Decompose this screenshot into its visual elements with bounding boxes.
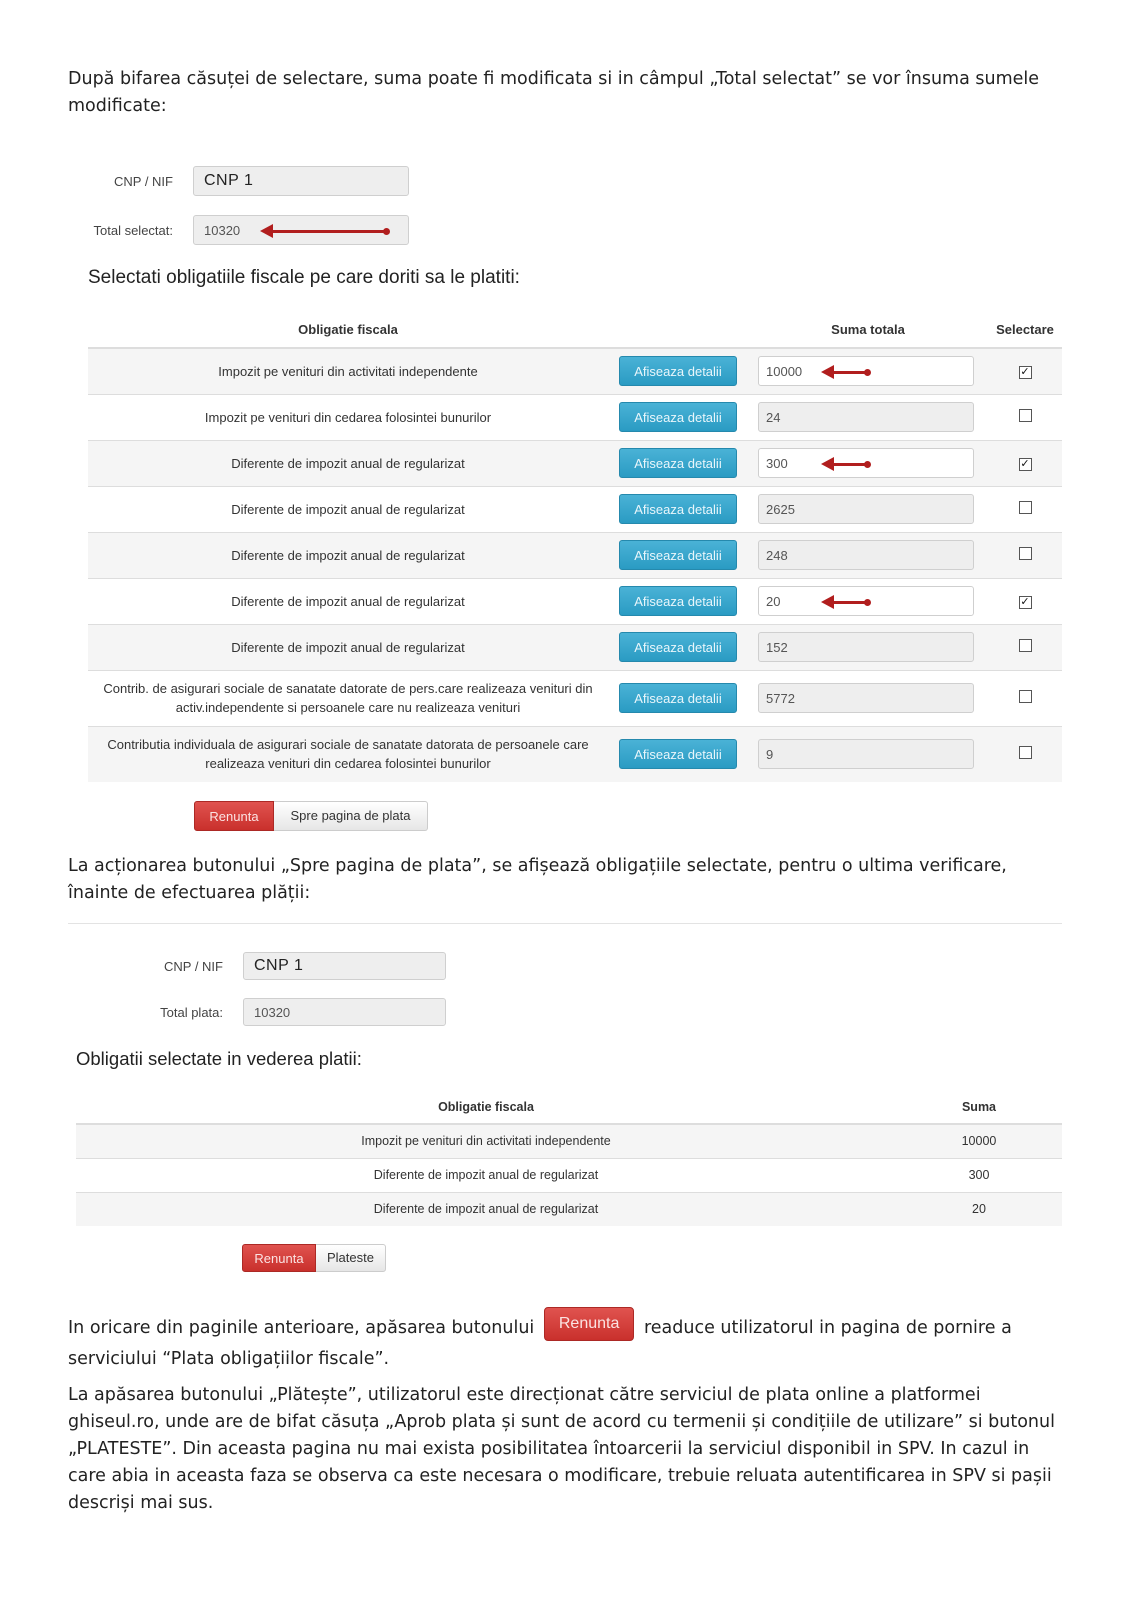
total-plata-value: 10320 (254, 1004, 291, 1020)
table2-actions (242, 1244, 386, 1272)
obligations-table (88, 312, 1062, 782)
cnp-field[interactable] (193, 166, 409, 196)
t2-col-suma-header: Suma (896, 1090, 1062, 1124)
show-details-button[interactable]: Afiseaza detalii (619, 402, 737, 432)
show-details-button[interactable]: Afiseaza detalii (619, 632, 737, 662)
obligatie-cell: Diferente de impozit anual de regularizat (88, 532, 608, 578)
obligatie-cell: Impozit pe venituri din cedarea folosintei bunurilor (88, 394, 608, 440)
checkbox-checked[interactable]: ✓ (1020, 366, 1030, 379)
show-details-button[interactable]: Afiseaza detalii (619, 356, 737, 386)
amount-input[interactable] (758, 540, 974, 570)
obligatie-cell: Diferente de impozit anual de regularizat (88, 578, 608, 624)
total-plata-field[interactable] (243, 998, 446, 1026)
total-selected-row (80, 215, 409, 245)
cnp2-field[interactable] (243, 952, 446, 980)
table-row (88, 348, 1062, 394)
obligatie-cell: Diferente de impozit anual de regularizat (76, 1192, 896, 1226)
amount-value: 10000 (766, 363, 803, 379)
amount-value: 9 (766, 746, 774, 762)
amount-input[interactable] (758, 448, 974, 478)
cnp-row (80, 166, 409, 196)
checkbox-unchecked[interactable] (1019, 639, 1032, 652)
cnp-label: CNP / NIF (114, 173, 173, 189)
amount-value: 248 (766, 547, 788, 563)
obligatie-cell: Diferente de impozit anual de regularizat (88, 486, 608, 532)
table1-actions (194, 801, 428, 831)
amount-input[interactable] (758, 356, 974, 386)
table-row (76, 1124, 1062, 1158)
para3-before: In oricare din paginile anterioare, apăsarea butonului (68, 1318, 535, 1338)
total-selected-value: 10320 (204, 222, 241, 238)
table2-header-row (76, 1090, 1062, 1124)
amount-input[interactable] (758, 739, 974, 769)
obligatie-cell: Impozit pe venituri din activitati independente (88, 348, 608, 394)
inline-cancel-button: Renunta (544, 1307, 635, 1341)
total-plata-row (130, 998, 446, 1026)
checkbox-unchecked[interactable] (1019, 746, 1032, 759)
checkbox-unchecked[interactable] (1019, 690, 1032, 703)
total-selected-label: Total selectat: (93, 222, 173, 238)
obligatie-cell: Diferente de impozit anual de regularizat (76, 1158, 896, 1192)
cnp2-value: CNP 1 (254, 957, 304, 974)
cancel-button[interactable]: Renunta (194, 801, 274, 831)
total-plata-label: Total plata: (160, 1004, 223, 1020)
intro2-paragraph (68, 853, 1068, 907)
amount-input[interactable] (758, 632, 974, 662)
show-details-button[interactable]: Afiseaza detalii (619, 739, 737, 769)
table-row (88, 394, 1062, 440)
amount-value: 300 (766, 455, 788, 471)
red-arrow-icon (821, 599, 869, 605)
table-row (88, 726, 1062, 782)
show-details-button[interactable]: Afiseaza detalii (619, 540, 737, 570)
checkbox-checked[interactable]: ✓ (1020, 458, 1030, 470)
checkbox-checked[interactable]: ✓ (1020, 596, 1030, 608)
obligatie-cell: Contrib. de asigurari sociale de sanatate datorate de pers.care realizeaza venituri din activ.independente si persoanele care nu realizeaza venituri (88, 670, 608, 726)
cnp2-row (130, 952, 446, 980)
red-arrow-icon (260, 228, 388, 234)
amount-cell: 300 (896, 1158, 1062, 1192)
checkbox-unchecked[interactable] (1019, 547, 1032, 560)
table-row (88, 670, 1062, 726)
obligatie-cell: Impozit pe venituri din activitati independente (76, 1124, 896, 1158)
amount-input[interactable] (758, 683, 974, 713)
intro-text: După bifarea căsuței de selectare, suma poate fi modificata si in câmpul „Total selectat” se vor însuma sumele modificate: (68, 69, 1040, 116)
para4-text: La apăsarea butonului „Plătește”, utilizatorul este direcționat către serviciul de plata online a platformei ghiseul.ro, unde are de bifat căsuța „Aprob plata și sunt de acord cu termenii și condițiile de utilizare” si butonul „PLATESTE”. Din aceasta pagina nu mai exista posibilitatea întoarcerii la serviciul disponibil in SPV. In cazul in care abia in aceasta faza se observa ca este necesara o modificare, trebuie reluata autentificarea in SPV si pașii descriși mai sus. (68, 1385, 1055, 1513)
show-details-button[interactable]: Afiseaza detalii (619, 448, 737, 478)
select-obligations-title: Selectati obligatiile fiscale pe care doriti sa le platiti: (88, 267, 520, 288)
para3 (68, 1311, 1068, 1373)
pay-button[interactable]: Plateste (316, 1244, 386, 1272)
intro-paragraph (68, 66, 1068, 120)
t2-col-obligatie-header: Obligatie fiscala (76, 1090, 896, 1124)
obligatie-cell: Contributia individuala de asigurari sociale de sanatate datorata de persoanele care realizeaza venituri din cedarea folosintei bunurilor (88, 726, 608, 782)
para3-after: readuce utilizatorul in pagina de pornire a serviciului “Plata obligațiilor fiscale”. (68, 1318, 1012, 1369)
table-row (88, 532, 1062, 578)
col-selectare-header: Selectare (988, 312, 1062, 348)
table-row (88, 578, 1062, 624)
checkbox-unchecked[interactable] (1019, 501, 1032, 514)
cnp2-label: CNP / NIF (164, 958, 223, 974)
total-selected-field[interactable] (193, 215, 409, 245)
cancel2-button[interactable]: Renunta (242, 1244, 316, 1272)
amount-cell: 20 (896, 1192, 1062, 1226)
cnp-value: CNP 1 (204, 172, 254, 189)
col-suma-header: Suma totala (748, 312, 988, 348)
to-payment-page-button[interactable]: Spre pagina de plata (274, 801, 428, 831)
amount-value: 5772 (766, 690, 795, 706)
amount-input[interactable] (758, 402, 974, 432)
selected-obligations-title: Obligatii selectate in vederea platii: (76, 1048, 362, 1069)
amount-input[interactable] (758, 586, 974, 616)
col-obligatie-header: Obligatie fiscala (88, 312, 608, 348)
show-details-button[interactable]: Afiseaza detalii (619, 494, 737, 524)
show-details-button[interactable]: Afiseaza detalii (619, 586, 737, 616)
obligatie-cell: Diferente de impozit anual de regularizat (88, 624, 608, 670)
amount-value: 24 (766, 409, 781, 425)
table-row (76, 1158, 1062, 1192)
intro2-text: La acționarea butonului „Spre pagina de plata”, se afișează obligațiile selectate, pentru o ultima verificare, înainte de efectuarea plății: (68, 856, 1007, 903)
amount-value: 20 (766, 593, 781, 609)
selected-obligations-table (76, 1090, 1062, 1226)
checkbox-unchecked[interactable] (1019, 409, 1032, 422)
show-details-button[interactable]: Afiseaza detalii (619, 683, 737, 713)
table-header-row (88, 312, 1062, 348)
table-row (76, 1192, 1062, 1226)
red-arrow-icon (821, 461, 869, 467)
divider (68, 923, 1062, 924)
amount-input[interactable] (758, 494, 974, 524)
table-row (88, 440, 1062, 486)
table-row (88, 624, 1062, 670)
amount-cell: 10000 (896, 1124, 1062, 1158)
amount-value: 2625 (766, 501, 795, 517)
red-arrow-icon (821, 369, 869, 375)
para4 (68, 1382, 1068, 1517)
amount-value: 152 (766, 639, 788, 655)
obligatie-cell: Diferente de impozit anual de regularizat (88, 440, 608, 486)
table-row (88, 486, 1062, 532)
